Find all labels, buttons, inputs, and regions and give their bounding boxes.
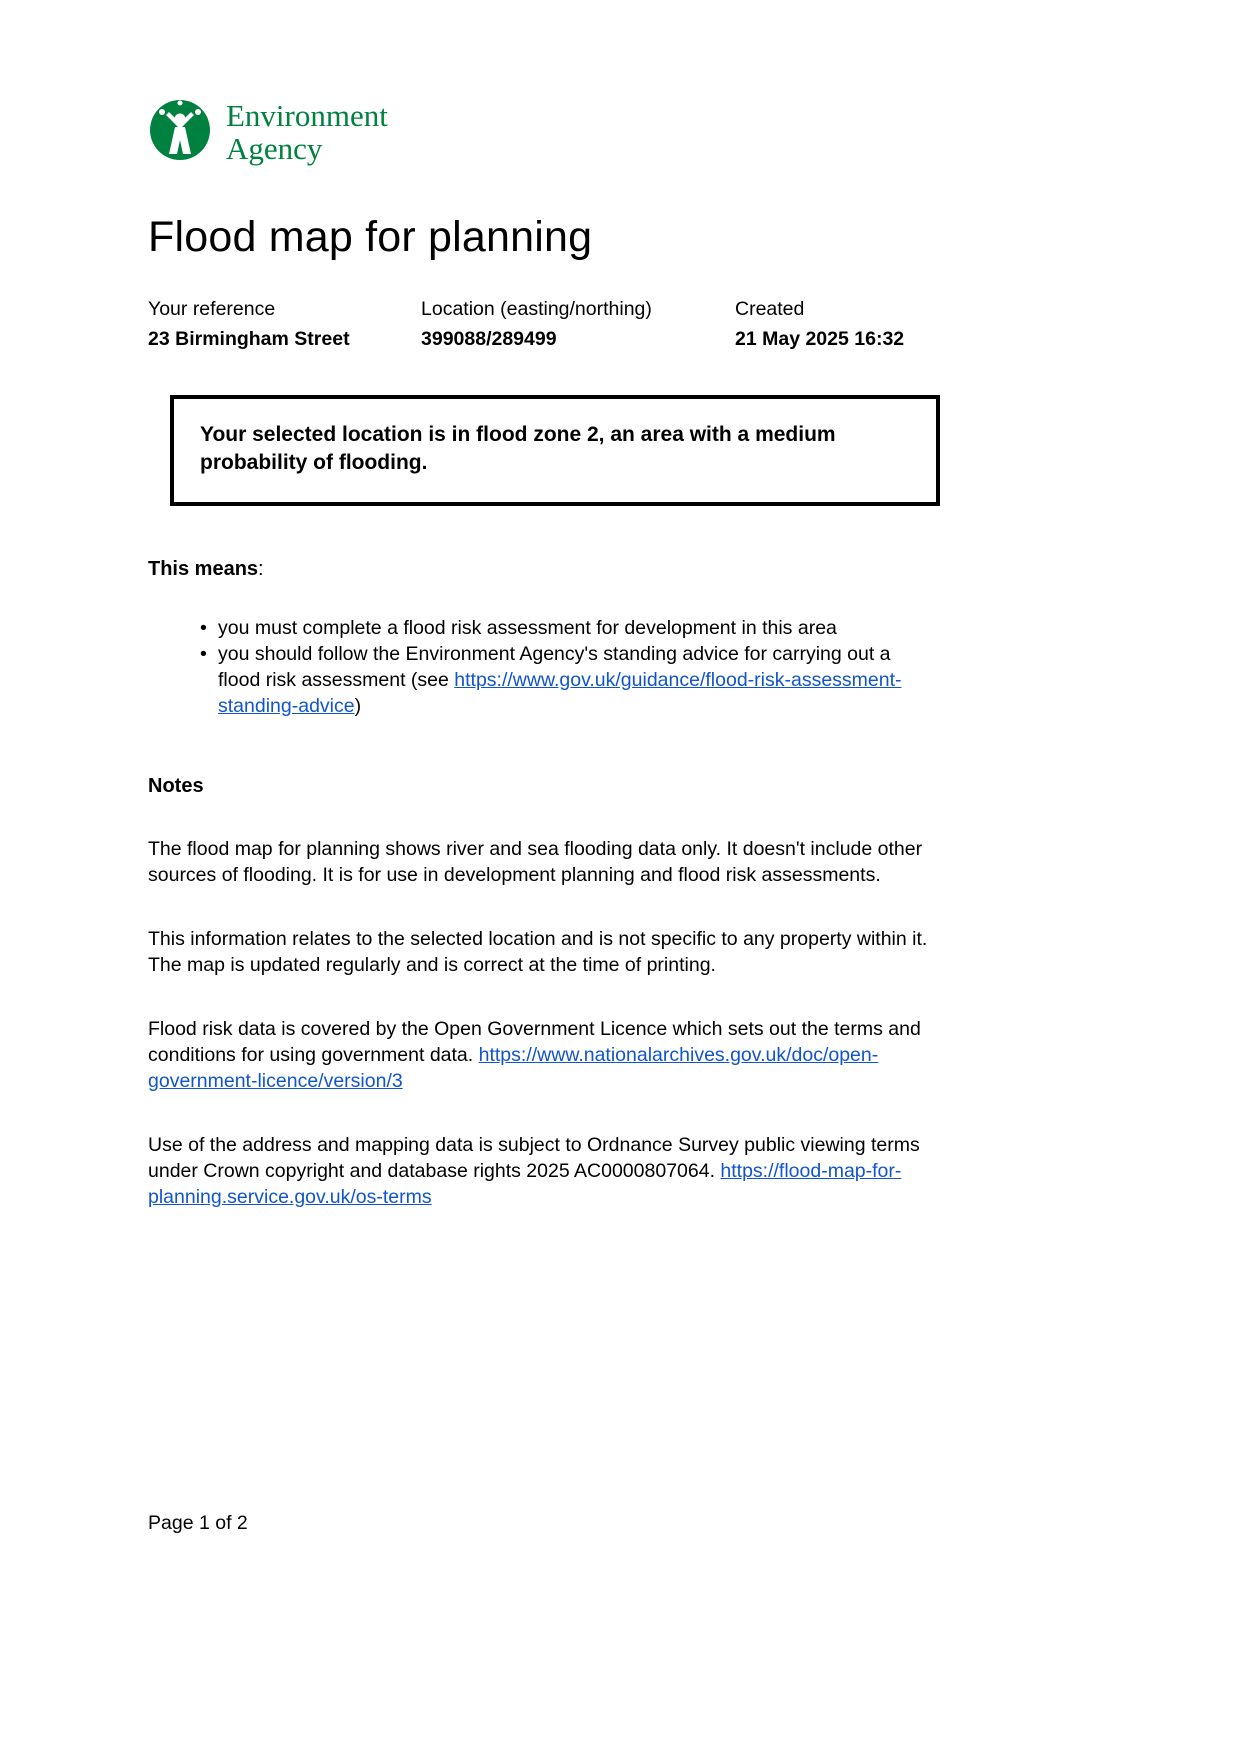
this-means-heading <box>148 558 1111 581</box>
environment-agency-logo <box>148 98 1111 167</box>
this-means-bold: This means <box>148 557 259 580</box>
notes-paragraph-2: This information relates to the selected location and is not specific to any property within it. The map is updated regularly and is correct at the time of printing. <box>148 927 928 976</box>
bullet-2-post: ) <box>354 694 362 717</box>
logo-text-line2: Agency <box>226 130 323 166</box>
meta-location-label: Location (easting/northing) <box>421 298 652 320</box>
notes-paragraph-3-text: Flood risk data is covered by the Open Government Licence which sets out the terms and conditions for using government data. <box>148 1017 921 1066</box>
meta-created-value: 21 May 2025 16:32 <box>735 328 905 350</box>
meta-location-value: 399088/289499 <box>421 328 557 350</box>
meta-created <box>735 298 1111 351</box>
list-item <box>200 615 930 641</box>
logo-text-line1: Environment <box>226 97 388 133</box>
notes-paragraph-1: The flood map for planning shows river and sea flooding data only. It doesn't include other sources of flooding. It is for use in development planning and flood risk assessments. <box>148 837 923 886</box>
this-means-colon: : <box>258 557 264 580</box>
meta-your-reference <box>148 298 421 351</box>
notes-heading: Notes <box>148 774 204 797</box>
standing-advice-link[interactable]: https://www.gov.uk/guidance/flood-risk-assessment-standing-advice <box>218 668 902 717</box>
bullet-1-text: you must complete a flood risk assessment for development in this area <box>218 616 837 639</box>
bullet-2-pre: you should follow the Environment Agency's standing advice for carrying out a flood risk assessment (see <box>218 642 891 691</box>
bullet-marker: • <box>200 616 207 639</box>
page-number: Page 1 of 2 <box>148 1512 248 1534</box>
notes-paragraph-4 <box>148 1132 963 1210</box>
open-government-licence-link[interactable]: https://www.nationalarchives.gov.uk/doc/open-government-licence/version/3 <box>148 1043 879 1092</box>
meta-created-label: Created <box>735 298 805 320</box>
os-terms-link[interactable]: https://flood-map-for-planning.service.gov.uk/os-terms <box>148 1159 902 1208</box>
page-title: Flood map for planning <box>148 213 593 261</box>
document-meta <box>148 298 1111 351</box>
bullet-2-text <box>218 641 930 719</box>
this-means-bullet-list <box>200 615 930 719</box>
notes-paragraph-4-text: Use of the address and mapping data is subject to Ordnance Survey public viewing terms under Crown copyright and database rights 2025 AC0000807064. <box>148 1133 920 1182</box>
notes-paragraph-3 <box>148 1016 963 1094</box>
bullet-marker: • <box>200 642 207 665</box>
environment-agency-tree-icon <box>148 98 212 167</box>
flood-zone-alert-box <box>170 395 940 506</box>
meta-reference-label: Your reference <box>148 298 276 320</box>
list-item <box>200 641 930 719</box>
flood-zone-alert-text: Your selected location is in flood zone 2, an area with a medium probability of flooding. <box>200 423 836 475</box>
environment-agency-logo-text <box>226 97 388 166</box>
meta-location <box>421 298 735 351</box>
meta-reference-value: 23 Birmingham Street <box>148 328 350 350</box>
